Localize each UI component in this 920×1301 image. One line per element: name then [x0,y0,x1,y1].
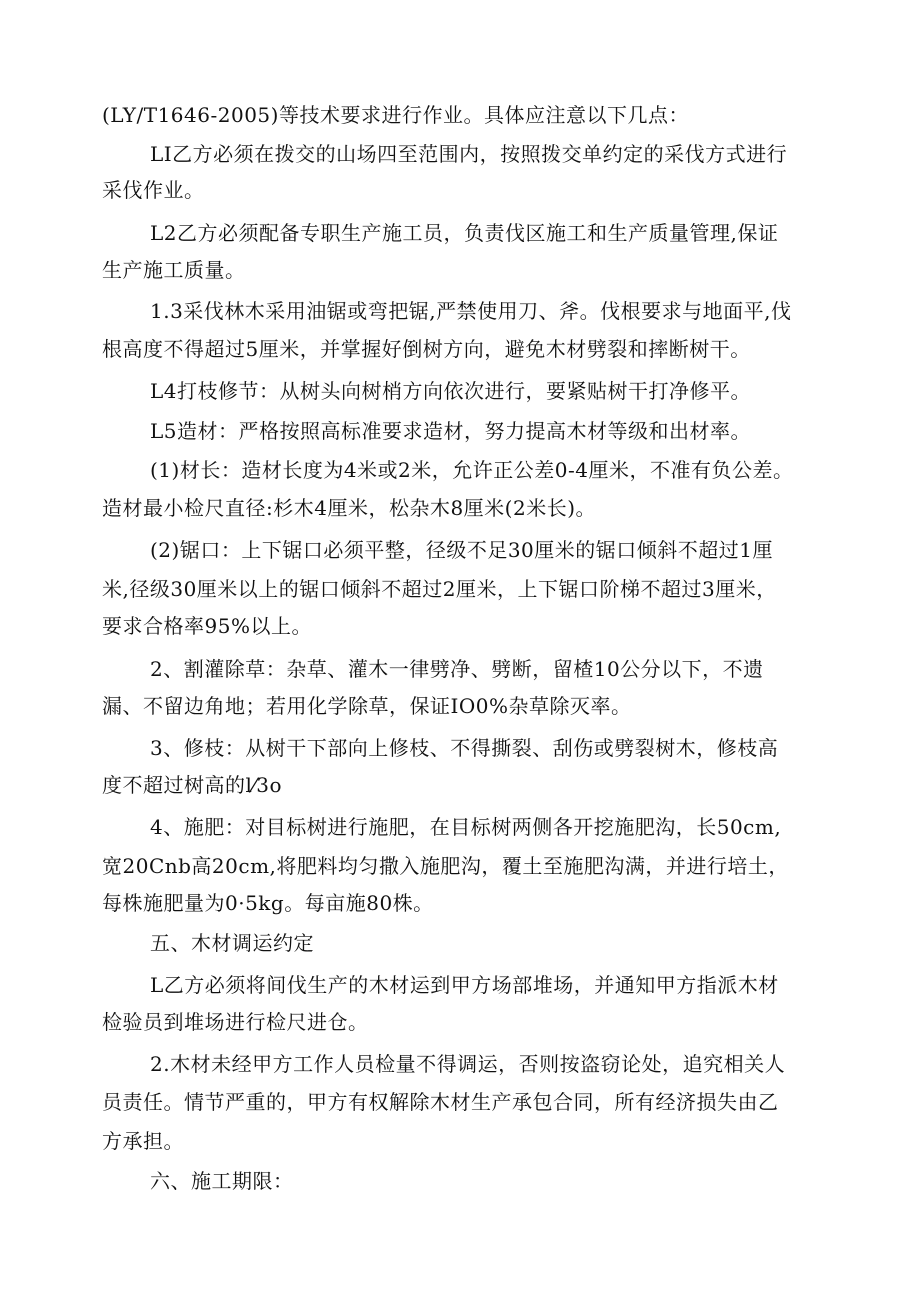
text-line: 2.木材未经甲方工作人员检量不得调运，否则按盗窃论处，追究相关人 [150,1052,786,1076]
text-line: LI乙方必须在拨交的山场四至范围内，按照拨交单约定的采伐方式进行 [150,142,788,166]
text-line: 每株施肥量为0·5kg。每亩施80株。 [102,891,434,915]
text-line: 4、施肥：对目标树进行施肥，在目标树两侧各开挖施肥沟，长50cm, [150,815,782,839]
text-line: 采伐作业。 [102,178,205,202]
text-line: (LY/T1646-2005)等技术要求进行作业。具体应注意以下几点： [102,103,689,127]
text-line: L4打枝修节：从树头向树梢方向依次进行，要紧贴树干打净修平。 [150,379,752,403]
text-line: 方承担。 [102,1129,184,1153]
text-line: 2、割灌除草：杂草、灌木一律劈净、劈断，留楂10公分以下，不遗 [150,657,764,681]
text-line: 生产施工质量。 [102,258,246,282]
text-line: 1.3采伐林木采用油锯或弯把锯,严禁使用刀、斧。伐根要求与地面平,伐 [150,299,792,323]
text-line: 3、修枝：从树干下部向上修枝、不得撕裂、刮伤或劈裂树木，修枝高 [150,736,779,760]
section-heading: 五、木材调运约定 [150,931,314,955]
text-line: 米,径级30厘米以上的锯口倾斜不超过2厘米，上下锯口阶梯不超过3厘米， [102,577,777,601]
text-line: 造材最小检尺直径:杉木4厘米，松杂木8厘米(2米长)。 [102,496,597,520]
text-line: L2乙方必须配备专职生产施工员，负责伐区施工和生产质量管理,保证 [150,221,779,245]
text-line: 度不超过树高的l⁄3o [102,773,283,797]
text-line: 要求合格率95%以上。 [102,614,312,638]
text-line: (1)材长：造材长度为4米或2米，允许正公差0-4厘米，不准有负公差。 [150,458,794,482]
text-line: 检验员到堆场进行检尺进仓。 [102,1010,369,1034]
text-line: L5造材：严格按照高标准要求造材，努力提高木材等级和出材率。 [150,419,752,443]
text-line: 根高度不得超过5厘米，并掌握好倒树方向，避免木材劈裂和摔断树干。 [102,337,751,361]
section-heading: 六、施工期限： [150,1169,294,1193]
text-line: 漏、不留边角地；若用化学除草，保证IO0%杂草除灭率。 [102,694,632,718]
text-line: L乙方必须将间伐生产的木材运到甲方场部堆场，并通知甲方指派木材 [150,973,779,997]
text-line: (2)锯口：上下锯口必须平整，径级不足30厘米的锯口倾斜不超过1厘 [150,538,774,562]
text-line: 员责任。情节严重的，甲方有权解除木材生产承包合同，所有经济损失由乙 [102,1090,779,1114]
text-line: 宽20Cnb高20cm,将肥料均匀撒入施肥沟，覆土至施肥沟满，并进行培土， [102,854,789,878]
